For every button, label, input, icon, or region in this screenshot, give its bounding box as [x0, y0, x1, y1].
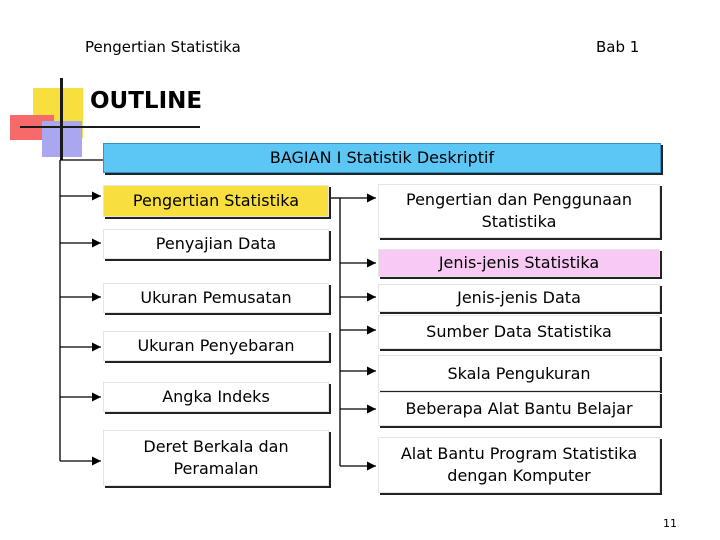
subtopic-box-sumber-data: Sumber Data Statistika: [378, 315, 660, 349]
slide-title: OUTLINE: [90, 88, 203, 114]
subtopic-box-skala-pengukuran: Skala Pengukuran: [378, 355, 660, 391]
subtopic-box-jenis-data: Jenis-jenis Data: [378, 284, 660, 312]
topic-box-penyajian: Penyajian Data: [103, 229, 329, 259]
topic-box-pemusatan: Ukuran Pemusatan: [103, 283, 329, 313]
topic-box-deret-berkala: Deret Berkala dan Peramalan: [103, 430, 329, 486]
header-chapter: Bab 1: [596, 38, 640, 56]
subtopic-box-alat-bantu-belajar: Beberapa Alat Bantu Belajar: [378, 392, 660, 426]
subtopic-box-jenis-statistika: Jenis-jenis Statistika: [378, 249, 660, 277]
main-section-box: BAGIAN I Statistik Deskriptif: [103, 143, 661, 173]
topic-box-pengertian: Pengertian Statistika: [103, 185, 329, 217]
subtopic-box-alat-bantu-program: Alat Bantu Program Statistika dengan Komputer: [378, 437, 660, 493]
subtopic-box-pengertian-penggunaan: Pengertian dan Penggunaan Statistika: [378, 184, 660, 238]
topic-box-angka-indeks: Angka Indeks: [103, 382, 329, 412]
header-left-title: Pengertian Statistika: [85, 38, 241, 56]
topic-box-penyebaran: Ukuran Penyebaran: [103, 331, 329, 361]
page-number: 11: [663, 517, 677, 530]
